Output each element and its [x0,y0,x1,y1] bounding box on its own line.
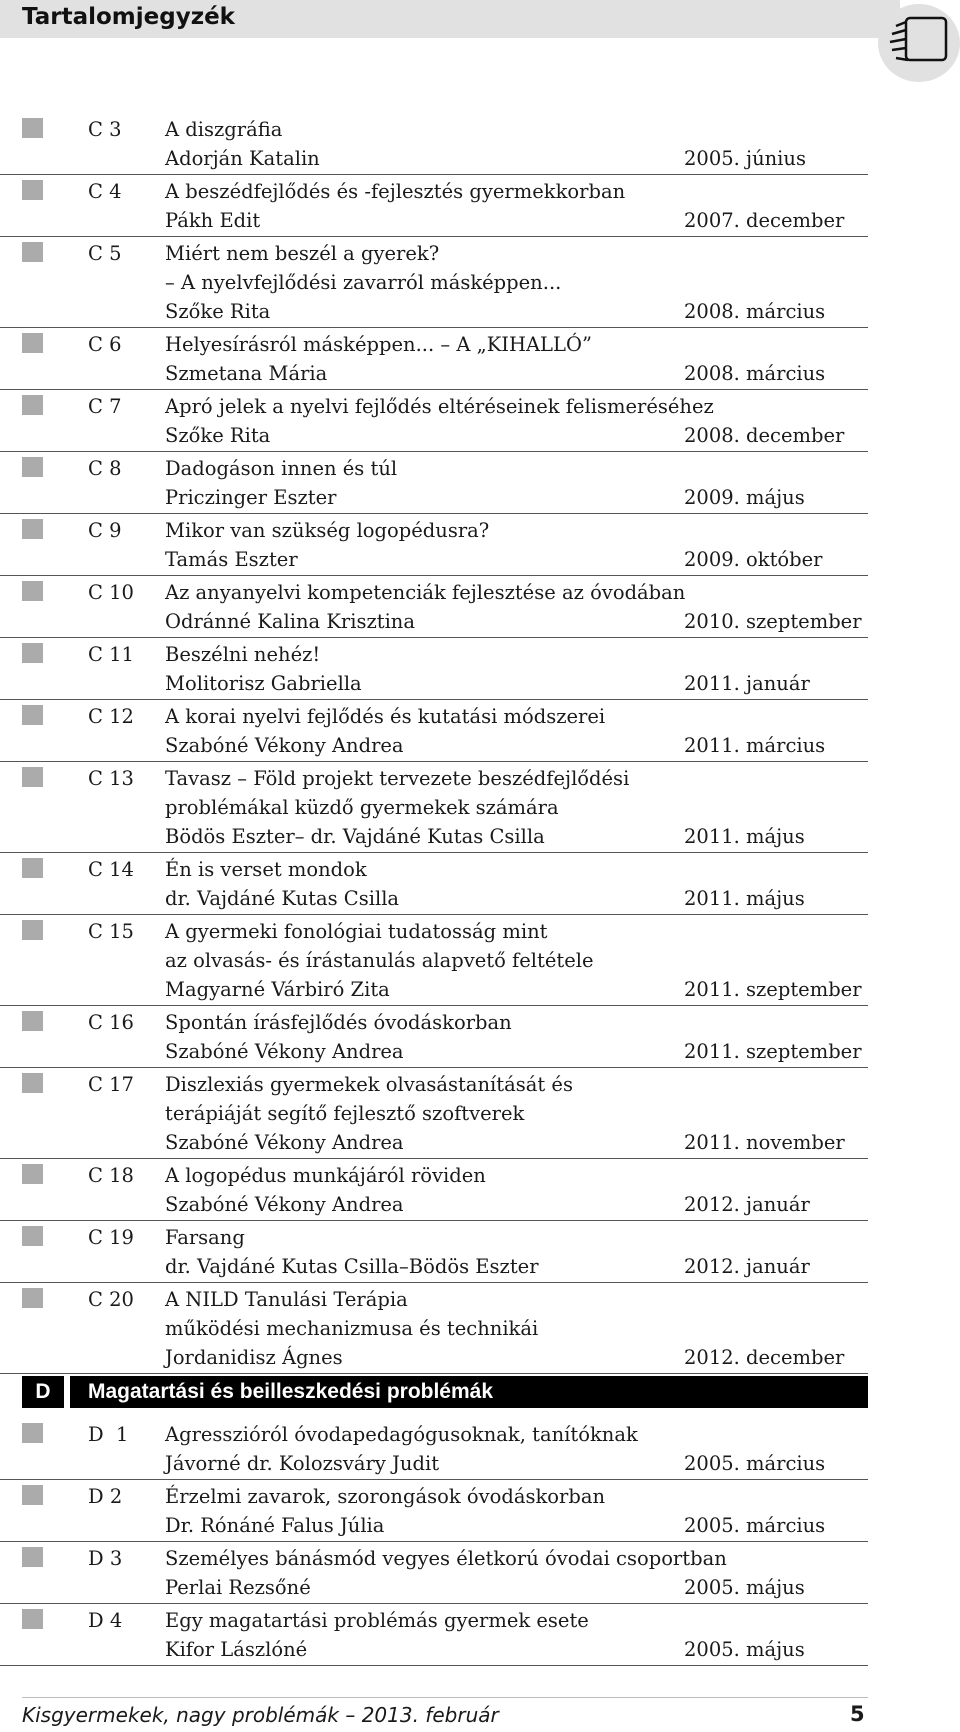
entry-date: 2011. november [684,1131,845,1154]
toc-entry [0,1008,868,1068]
entry-title-line: az olvasás- és írástanulás alapvető feltétele [165,949,594,972]
entry-text [165,1482,605,1540]
bullet-square [22,242,43,262]
toc-entry [0,1223,868,1283]
bullet-square [22,457,43,477]
entry-date: 2008. március [684,362,826,385]
entry-text [165,1420,638,1478]
toc-entry [0,702,868,762]
toc-entry [0,1161,868,1221]
entry-code: C 5 [88,242,122,265]
entry-code: C 20 [88,1288,134,1311]
toc-entry [0,1285,868,1374]
bullet-square [22,395,43,415]
section-letter: D [22,1376,64,1408]
entry-date: 2005. március [684,1514,826,1537]
entry-code: C 17 [88,1073,134,1096]
entry-title-line: Dadogáson innen és túl [165,457,398,480]
entry-text [165,1161,486,1219]
entry-date: 2007. december [684,209,845,232]
entry-text [165,177,625,235]
bullet-square [22,858,43,878]
entry-date: 2011. szeptember [684,978,862,1001]
entry-author: Szabóné Vékony Andrea [165,734,404,757]
entry-title-line: A beszédfejlődés és -fejlesztés gyermekkorban [165,180,626,203]
entry-title-line: – A nyelvfejlődési zavarról másképpen... [165,271,562,294]
entry-author: Jordanidisz Ágnes [165,1346,343,1369]
entry-title-line: Én is verset mondok [165,858,367,881]
entry-text [165,1223,539,1281]
entry-author: Dr. Rónáné Falus Júlia [165,1514,385,1537]
entry-author: Kifor Lászlóné [165,1638,308,1661]
entry-date: 2005. március [684,1452,826,1475]
entry-text [165,1008,512,1066]
entry-title-line: Egy magatartási problémás gyermek esete [165,1609,589,1632]
bullet-square [22,1073,43,1093]
entry-text [165,454,397,512]
entry-author: dr. Vajdáné Kutas Csilla–Bödös Eszter [165,1255,539,1278]
entry-date: 2011. január [684,672,810,695]
entry-code: C 15 [88,920,134,943]
toc-entry [0,1420,868,1480]
entry-date: 2005. május [684,1638,805,1661]
entry-title-line: A korai nyelvi fejlődés és kutatási módszerei [165,705,606,728]
entry-text [165,392,714,450]
entry-text [165,764,629,851]
entry-date: 2008. december [684,424,845,447]
section-title-bar [70,1376,868,1408]
entry-code: C 4 [88,180,122,203]
entry-code: D 3 [88,1547,123,1570]
entry-title-line: működési mechanizmusa és technikái [165,1317,539,1340]
entry-text [165,1544,727,1602]
bullet-square [22,643,43,663]
toc-entry [0,1606,868,1666]
bullet-square [22,118,43,138]
entry-author: Jávorné dr. Kolozsváry Judit [165,1452,440,1475]
entry-author: Szmetana Mária [165,362,328,385]
entry-title-line: Miért nem beszél a gyerek? [165,242,440,265]
bullet-square [22,767,43,787]
bullet-square [22,1547,43,1567]
entry-text [165,1606,589,1664]
bullet-square [22,1164,43,1184]
bullet-square [22,519,43,539]
footer-publication: Kisgyermekek, nagy problémák – 2013. február [22,1703,499,1727]
entry-author: Perlai Rezsőné [165,1576,311,1599]
entry-title-line: Beszélni nehéz! [165,643,321,666]
entry-title-line: Érzelmi zavarok, szorongások óvodáskorban [165,1485,606,1508]
entry-author: Szabóné Vékony Andrea [165,1131,404,1154]
entry-text [165,855,399,913]
entry-code: C 14 [88,858,134,881]
entry-title-line: Tavasz – Föld projekt tervezete beszédfejlődési [165,767,630,790]
toc-entry [0,516,868,576]
entry-text [165,330,592,388]
bullet-square [22,1288,43,1308]
toc-entry [0,855,868,915]
bullet-square [22,1226,43,1246]
toc-entry [0,578,868,638]
entry-code: D 1 [88,1423,129,1446]
bullet-square [22,1423,43,1443]
entry-date: 2011. május [684,825,805,848]
entry-author: Szőke Rita [165,300,271,323]
entry-date: 2010. szeptember [684,610,862,633]
bullet-square [22,920,43,940]
entry-author: Magyarné Várbiró Zita [165,978,390,1001]
entry-date: 2011. május [684,887,805,910]
entry-title-line: Farsang [165,1226,245,1249]
entry-title-line: Helyesírásról másképpen... – A „KIHALLÓ” [165,333,592,356]
entry-title-line: Diszlexiás gyermekek olvasástanítását és [165,1073,573,1096]
entry-date: 2011. március [684,734,826,757]
entry-text [165,115,320,173]
entry-author: Adorján Katalin [165,147,320,170]
entry-code: C 19 [88,1226,134,1249]
entry-code: C 10 [88,581,134,604]
entry-date: 2005. május [684,1576,805,1599]
entry-title-line: Az anyanyelvi kompetenciák fejlesztése az óvodában [165,581,686,604]
entry-text [165,239,561,326]
toc-entry [0,1544,868,1604]
entry-author: Pákh Edit [165,209,261,232]
toc-entry [0,764,868,853]
entry-text [165,917,594,1004]
entry-code: C 11 [88,643,134,666]
header-bar [0,0,900,38]
entry-date: 2011. szeptember [684,1040,862,1063]
bullet-square [22,180,43,200]
entry-title-line: Apró jelek a nyelvi fejlődés eltéréseinek felismeréséhez [165,395,714,418]
entry-code: D 4 [88,1609,123,1632]
entry-text [165,702,605,760]
entry-author: Szabóné Vékony Andrea [165,1040,404,1063]
section-title: Magatartási és beilleszkedési problémák [88,1380,494,1403]
entry-date: 2012. január [684,1193,810,1216]
entry-code: C 8 [88,457,122,480]
bullet-square [22,581,43,601]
entry-text [165,640,362,698]
entry-code: C 3 [88,118,122,141]
page-number: 5 [850,1702,865,1726]
entry-title-line: Személyes bánásmód vegyes életkorú óvodai csoportban [165,1547,727,1570]
entry-text [165,1285,538,1372]
footer-divider [22,1697,868,1698]
entry-code: C 18 [88,1164,134,1187]
entry-code: C 6 [88,333,122,356]
toc-entry [0,330,868,390]
entry-title-line: terápiáját segítő fejlesztő szoftverek [165,1102,525,1125]
toc-entry [0,1482,868,1542]
entry-author: Szabóné Vékony Andrea [165,1193,404,1216]
bullet-square [22,1609,43,1629]
entry-author: Molitorisz Gabriella [165,672,362,695]
entry-author: Szőke Rita [165,424,271,447]
entry-author: Bödös Eszter– dr. Vajdáné Kutas Csilla [165,825,545,848]
entry-title-line: A diszgráfia [165,118,283,141]
toc-entry [0,917,868,1006]
entry-code: C 7 [88,395,122,418]
entry-date: 2009. május [684,486,805,509]
bullet-square [22,1485,43,1505]
entry-date: 2012. január [684,1255,810,1278]
entry-code: C 12 [88,705,134,728]
entry-title-line: Agresszióról óvodapedagógusoknak, tanítóknak [165,1423,638,1446]
entry-date: 2009. október [684,548,823,571]
entry-author: dr. Vajdáné Kutas Csilla [165,887,400,910]
entry-author: Odránné Kalina Krisztina [165,610,415,633]
entry-title-line: Spontán írásfejlődés óvodáskorban [165,1011,512,1034]
entry-author: Tamás Eszter [165,548,298,571]
toc-entry [0,454,868,514]
entry-author: Priczinger Eszter [165,486,337,509]
entry-code: C 9 [88,519,122,542]
entry-text [165,1070,573,1157]
entry-title-line: problémákal küzdő gyermekek számára [165,796,559,819]
toc-entry [0,177,868,237]
entry-title-line: A NILD Tanulási Terápia [165,1288,408,1311]
entry-date: 2008. március [684,300,826,323]
entry-text [165,516,489,574]
toc-entry [0,1070,868,1159]
bullet-square [22,1011,43,1031]
entry-title-line: A logopédus munkájáról röviden [165,1164,486,1187]
toc-entry [0,392,868,452]
bullet-square [22,333,43,353]
bullet-square [22,705,43,725]
toc-entry [0,239,868,328]
entry-text [165,578,685,636]
entry-title-line: Mikor van szükség logopédusra? [165,519,490,542]
entry-code: C 13 [88,767,134,790]
page-title: Tartalomjegyzék [22,4,235,30]
entry-date: 2005. június [684,147,806,170]
entry-date: 2012. december [684,1346,845,1369]
toc-entry [0,115,868,175]
entry-code: D 2 [88,1485,123,1508]
section-d-header [22,1376,868,1408]
toc-entry [0,640,868,700]
document-stack-icon [884,12,954,70]
entry-title-line: A gyermeki fonológiai tudatosság mint [165,920,548,943]
entry-code: C 16 [88,1011,134,1034]
